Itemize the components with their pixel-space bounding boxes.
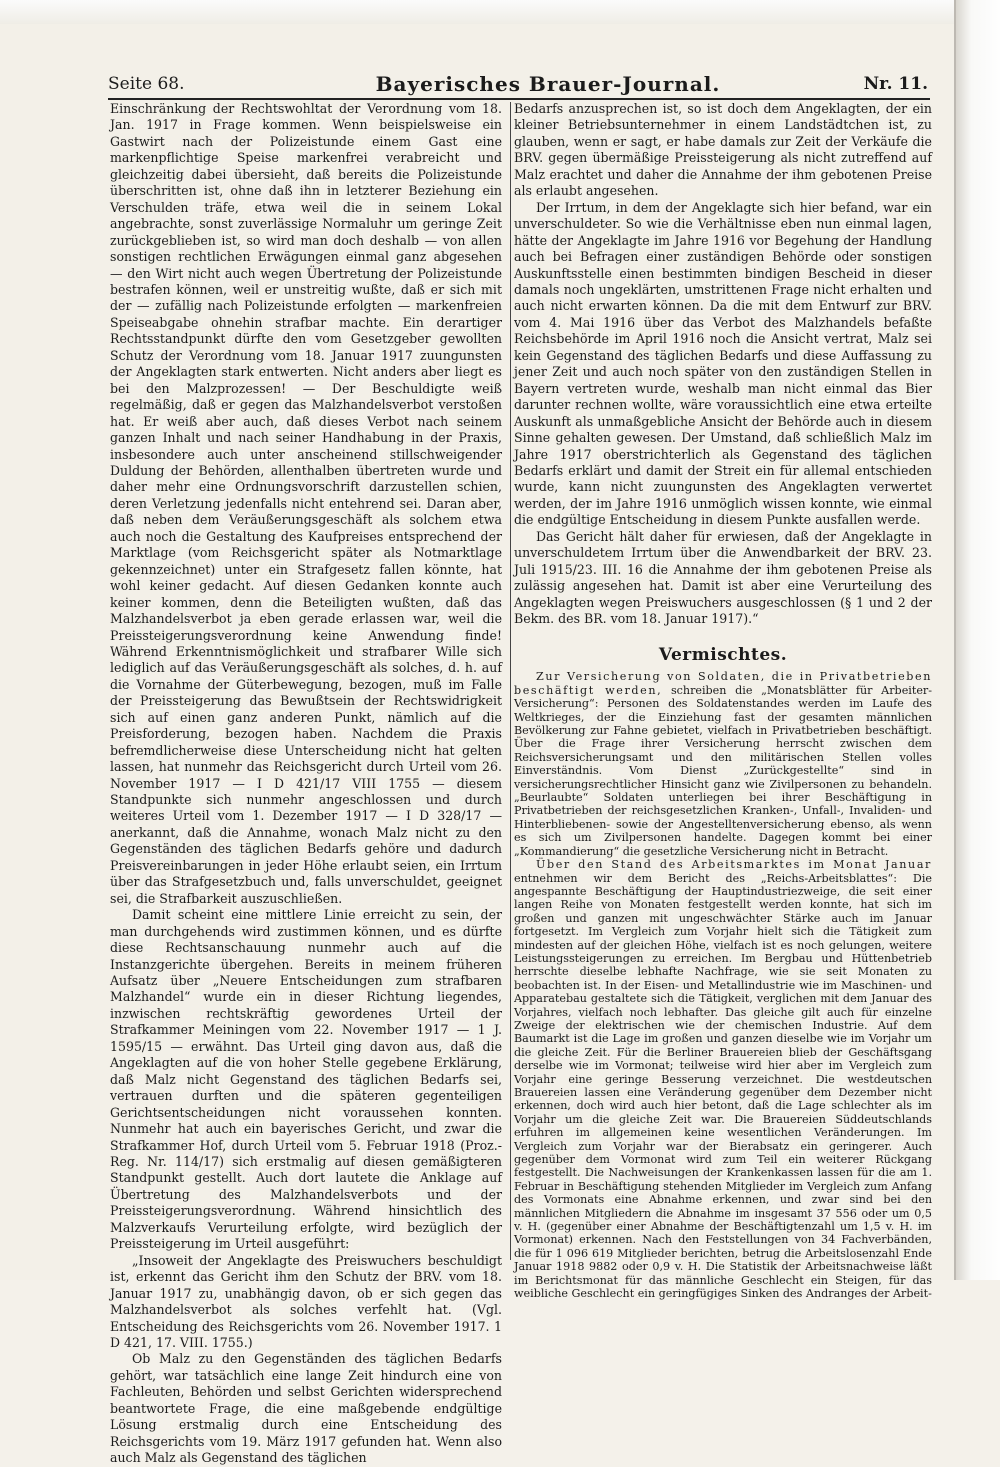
news-item — [514, 858, 932, 1300]
scan-edge-right — [954, 0, 1000, 1280]
section-heading: Vermischtes. — [658, 645, 788, 665]
left-column — [110, 101, 502, 1466]
news-item-body: schreiben die „Monatsblätter für Arbeiter-Versicherung“: Personen des Soldatenstandes werden im Laufe des Weltkrieges, der die Einziehung fast der gesamten männlichen Bevölkerung zur Fahne gebietet, vielfach in Privatbetrieben beschäftigt. Über die Frage ihrer Versicherung herrscht zwischen dem Reichsversicherungsamt und den militärischen Stellen volles Einverständnis. Vom Dienst „Zurückgestellte“ sind in versicherungsrechtlicher Hinsicht ganz wie Zivilpersonen zu behandeln. „Beurlaubte“ Soldaten unterliegen bei ihrer Beschäftigung in Privatbetrieben der reichsgesetzlichen Kranken-, Unfall-, Invaliden- und Hinterbliebenen- sowie der Angestelltenversicherung ebenso, als wenn es sich um Zivilpersonen handelte. Dagegen kommt bei einer „Kommandierung“ die gesetzliche Versicherung nicht in Betracht. — [514, 683, 933, 858]
column-divider — [510, 102, 511, 1260]
page-header — [108, 70, 928, 98]
news-item-lead: Über den Stand des Arbeitsmarktes im Monat Januar — [536, 858, 932, 872]
right-column-top — [514, 101, 932, 641]
page-number: Seite 68. — [108, 74, 185, 94]
paragraph: Damit scheint eine mittlere Linie erreicht zu sein, der man durchgehends wird zustimmen können, und es dürfte diese Rechtsanschauung nunmehr auch auf die Instanzgerichte übergehen. Bereits in meinem früheren Aufsatz über „Neuere Entscheidungen zum strafbaren Malzhandel“ wurde ein in dieser Richtung liegendes, inzwischen rechtskräftig gewordenes Urteil der Strafkammer Meiningen vom 22. November 1917 — 1 J. 1595/15 — erwähnt. Das Urteil ging davon aus, daß die Angeklagten auf die von hoher Stelle gegebene Erklärung, daß Malz nicht Gegenstand des täglichen Bedarfs sei, vertrauen durften und die späteren gegenteiligen Gerichtsentscheidungen nicht voraussehen konnten. Nunmehr hat auch ein bayerisches Gericht, und zwar die Strafkammer Hof, durch Urteil vom 5. Februar 1918 (Proz.-Reg. Nr. 114/17) sich erstmalig auf diesen gemäßigteren Standpunkt gestellt. Auch dort lautete die Anklage auf Übertretung des Malzhandelsverbots und der Preissteigerungsverordnung. Während hinsichtlich des Malzverkaufs Verurteilung erfolgte, wird bezüglich der Preissteigerung im Urteil ausgeführt: — [110, 907, 502, 1252]
news-item — [514, 670, 932, 858]
scan-edge-top — [0, 0, 1000, 24]
journal-title: Bayerisches Brauer-Journal. — [375, 72, 721, 96]
paragraph: Bedarfs anzusprechen ist, so ist doch dem Angeklagten, der ein kleiner Betriebsunternehmer in einem Landstädtchen ist, zu glauben, wenn er sagt, er habe damals zur Zeit der Verkäufe die BRV. gegen übermäßige Preissteigerung als nicht zutreffend auf Malz erachtet und daher die Annahme der ihm gebotenen Preise als erlaubt angesehen. — [514, 101, 932, 199]
news-item-body: entnehmen wir dem Bericht des „Reichs-Arbeitsblattes“: Die angespannte Beschäftigung der Hauptindustriezweige, die seit einer langen Reihe von Monaten festgestellt werden konnte, hat sich im großen und ganzen mit ungeschwächter Stärke auch im Januar fortgesetzt. Im Vergleich zum Vorjahr hielt sich die Tätigkeit zum mindesten auf der gleichen Höhe, vielfach ist es noch gelungen, weitere Leistungssteigerungen zu erreichen. Im Bergbau und Hüttenbetrieb herrschte dieselbe lebhafte Nachfrage, wie sie seit Monaten zu beobachten ist. In der Eisen- und Metallindustrie wie im Maschinen- und Apparatebau gestaltete sich die Tätigkeit, verglichen mit dem Januar des Vorjahres, vielfach noch lebhafter. Das gleiche gilt auch für einzelne Zweige der elektrischen wie der chemischen Industrie. Auf dem Baumarkt ist die Lage im großen und ganzen dieselbe wie im Vorjahr um die gleiche Zeit. Für die Berliner Brauereien blieb der Geschäftsgang derselbe wie im Vormonat; teilweise wird hier aber im Vergleich zum Vorjahr eine geringe Besserung verzeichnet. Die westdeutschen Brauereien lassen eine Veränderung gegenüber dem Dezember nicht erkennen, doch wird auch hier betont, daß die Lage schlechter als im Vorjahr um die gleiche Zeit war. Die Brauereien Süddeutschlands erfuhren im allgemeinen keine wesentlichen Veränderungen. Im Vergleich zum Vorjahr war der Bierabsatz ein geringerer. Auch gegenüber dem Vormonat wird zum Teil ein weiterer Rückgang festgestellt. Die Nachweisungen der Krankenkassen lassen für die am 1. Februar in Beschäftigung stehenden Mitglieder im Vergleich zum Anfang des Vormonats eine Abnahme erkennen, und zwar sind bei den männlichen Mitgliedern die Abnahme im insgesamt 37 556 oder um 0,5 v. H. (gegenüber einer Abnahme der Beschäftigtenzahl um 1,5 v. H. im Vormonat) erkennen. Nach den Feststellungen von 34 Fachverbänden, die für 1 096 619 Mitglieder berichten, betrug die Arbeitslosenzahl Ende Januar 1918 9882 oder 0,9 v. H. Die Statistik der Arbeitsnachweise läßt im Berichtsmonat für das männliche Geschlecht ein Steigen, für das weibliche Geschlecht ein geringfügiges Sinken des Andranges der Arbeit- — [514, 871, 932, 1301]
miscellaneous-section — [514, 645, 933, 1301]
header-rule — [108, 98, 930, 100]
paragraph: Einschränkung der Rechtswohltat der Verordnung vom 18. Jan. 1917 in Frage kommen. Wenn beispielsweise ein Gastwirt nach der Polizeistunde einem Gast eine markenpflichtige Speise markenfrei verabreicht und gleichzeitig dabei übersieht, daß bereits die Polizeistunde überschritten ist, ohne daß ihn in letzterer Beziehung ein Verschulden träfe, etwa weil die in seinem Lokal angebrachte, sonst zuverlässige Normaluhr um geringe Zeit zurückgeblieben ist, so wird man doch deshalb — von allen sonstigen rechtlichen Erwägungen einmal ganz abgesehen — den Wirt nicht auch wegen Übertretung der Polizeistunde bestrafen können, weil er unstreitig wußte, daß er sich mit der — zufällig nach Polizeistunde erfolgten — markenfreien Speiseabgabe ohnehin strafbar machte. Ein derartiger Rechtsstandpunkt dürfte den vom Gesetzgeber gewollten Schutz der Verordnung vom 18. Januar 1917 zuungunsten der Angeklagten stark entwerten. Nicht anders aber liegt es bei den Malzprozessen! — Der Beschuldigte weiß regelmäßig, daß er gegen das Malzhandelsverbot verstoßen hat. Er weiß aber auch, daß dieses Verbot nach seinem ganzen Inhalt und nach seiner Handhabung in der Praxis, insbesondere auch unter anscheinend stillschweigender Duldung der Behörden, allenthalben übertreten wurde und daher mehr eine Ordnungsvorschrift darzustellen schien, deren Verletzung jedenfalls nicht entehrend sei. Daran aber, daß neben dem Veräußerungsgeschäft als solchem etwa auch noch die Gestaltung des Kaufpreises entsprechend der Marktlage (vom Reichsgericht später als Notmarktlage gekennzeichnet) unter ein Strafgesetz fallen könnte, hat wohl keiner gedacht. Auf diesen Gedanken konnte auch keiner kommen, denn die Beteiligten wußten, daß das Malzhandelsverbot ja eben gerade erlassen war, weil die Preissteigerungsverordnung keine Anwendung finde! Während Erkenntnismöglichkeit und strafbarer Wille sich lediglich auf das Veräußerungsgeschäft als solches, d. h. auf die Vornahme der Güterbewegung, bezogen, muß im Falle der Preissteigerung das Bewußtsein der Rechtswidrigkeit sich auf einen ganz anderen Punkt, nämlich auf die Preisforderung, bezogen haben. Nachdem die Praxis befremdlicherweise diese Unterscheidung nicht hat gelten lassen, hat nunmehr das Reichsgericht durch Urteil vom 26. November 1917 — I D 421/17 VIII 1755 — diesem Standpunkte sich nunmehr angeschlossen und durch weiteres Urteil vom 1. Dezember 1917 — I D 328/17 — anerkannt, daß die Annahme, wonach Malz nicht zu den Gegenständen des täglichen Bedarfs gehöre und dadurch Preisvereinbarungen in jeder Höhe erlaubt seien, ein Irrtum über das Strafgesetzbuch und, falls unverschuldet, geeignet sei, die Strafbarkeit auszuschließen. — [110, 101, 502, 906]
issue-number: Nr. 11. — [863, 74, 928, 94]
paragraph: Das Gericht hält daher für erwiesen, daß der Angeklagte in unverschuldetem Irrtum über die Anwendbarkeit der BRV. 23. Juli 1915/23. III. 16 die Annahme der ihm gebotenen Preise als zulässig angesehen hat. Damit ist aber eine Verurteilung des Angeklagten wegen Preiswuchers ausgeschlossen (§ 1 und 2 der Bekm. des BR. vom 18. Januar 1917).“ — [514, 528, 932, 627]
news-item-lead: Zur Versicherung von Soldaten, die in Privatbetrieben beschäftigt werden, — [514, 670, 932, 697]
paragraph: Der Irrtum, in dem der Angeklagte sich hier befand, war ein unverschuldeter. So wie die Verhältnisse eben nun einmal lagen, hätte der Angeklagte im Jahre 1916 vor Begehung der Handlung auch bei Befragen einer zuständigen Behörde oder sonstigen Auskunftsstelle einen bestimmten bindigen Bescheid in dieser damals noch ungeklärten, umstrittenen Frage nicht erhalten und auch nicht erwarten können. Da die mit dem Entwurf zur BRV. vom 4. Mai 1916 über das Verbot des Malzhandels befaßte Reichsbehörde im April 1916 noch die Ansicht vertrat, Malz sei kein Gegenstand des täglichen Bedarfs und diese Auffassung zu jener Zeit und auch noch später von den zuständigen Stellen in Bayern vertreten wurde, weshalb man nicht einmal das Bier darunter rechnen wollte, wäre voraussichtlich eine etwa erteilte Auskunft als unmaßgebliche Ansicht der Behörde auch in diesem Sinne gehalten gewesen. Der Umstand, daß schließlich Malz im Jahre 1917 oberstrichterlich als Gegenstand des täglichen Bedarfs erklärt und damit der Streit ein für allemal entschieden wurde, kann nicht zuungunsten des Angeklagten verwertet werden, der im Jahre 1916 unmöglich wissen konnte, wie einmal die endgültige Entscheidung in diesem Punkte ausfallen werde. — [514, 199, 932, 528]
quote-paragraph: „Insoweit der Angeklagte des Preiswuchers beschuldigt ist, erkennt das Gericht ihm den Schutz der BRV. vom 18. Januar 1917 zu, unabhängig davon, ob er sich gegen das Malzhandelsverbot als solches verfehlt hat. (Vgl. Entscheidung des Reichsgerichts vom 26. November 1917. 1 D 421, 17. VIII. 1755.) — [110, 1252, 502, 1350]
quote-paragraph: Ob Malz zu den Gegenständen des täglichen Bedarfs gehört, war tatsächlich eine lange Zeit hindurch eine von Fachleuten, Behörden und selbst Gerichten widersprechend beantwortete Frage, die eine maßgebende endgültige Lösung erstmalig durch eine Entscheidung des Reichsgerichts vom 19. März 1917 gefunden hat. Wenn also auch Malz als Gegenstand des täglichen — [110, 1351, 502, 1466]
